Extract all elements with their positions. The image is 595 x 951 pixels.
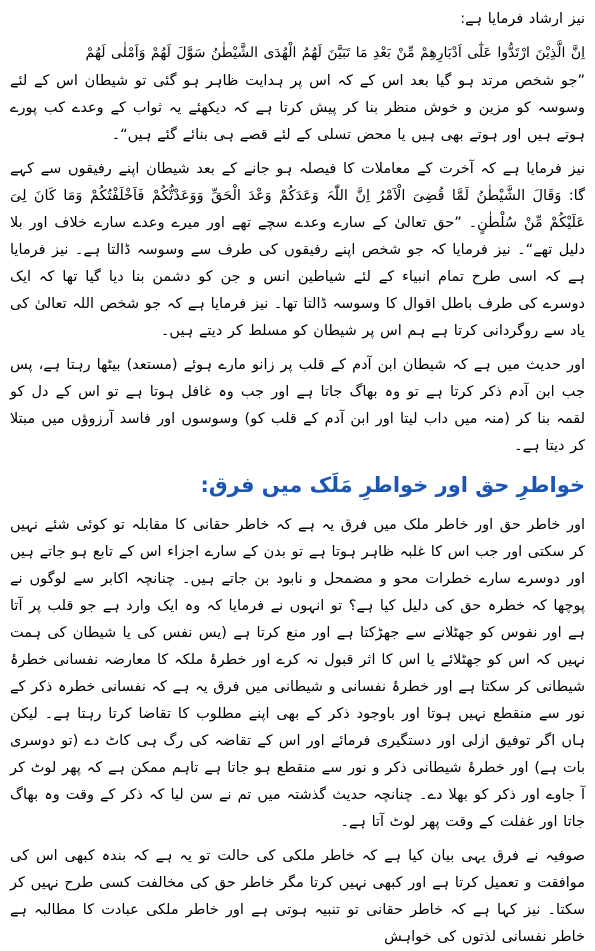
paragraph-1: ”جو شخص مرتد ہو گیا بعد اس کے کہ اس پر ہدایت ظاہر ہو گئی تو شیطان اس کے لئے وسوسہ کو مزین و خوش منظر بنا کر پیش کرتا ہے کہ دیکھئے یہ ثواب کے وعدے کب پورے ہوتے ہیں اور ہوتے بھی ہیں یا محض تسلی کے لئے قصے ہی بنائے گئے ہیں“۔ — [10, 73, 585, 143]
section-heading — [10, 470, 585, 500]
paragraph-4: اور خاطر حق اور خاطر ملک میں فرق یہ ہے کہ خاطر حقانی کا مقابلہ تو کوئی شئے نہیں کر سکتی اور جب اس کا غلبہ ظاہر ہوتا ہے تو بدن کے سارے اجزاء اس کے تابع ہو جاتے ہیں اور دوسرے سارے خطرات محو و مضمحل و نابود بن جاتے ہیں۔ چنانچہ اکابر سے لوگوں نے پوچھا کہ خطرہ حق کی دلیل کیا ہے؟ تو انہوں نے فرمایا کہ وہ ایک وارد ہے جو قلب پر آتا ہے اور نفوس کو جھٹلانے سے جھڑکتا ہے اور منع کرتا ہے (یس نفس کی یا شیطان کی ہمت نہیں کہ اس کو جھٹلائے یا اس کا اثر قبول نہ کرے اور خطرۂ ملکہ کا معارضہ نفسانی خطرۂ شیطانی کر سکتا ہے اور خطرۂ نفسانی و شیطانی میں فرق یہ ہے کہ نفسانی خطرہ ذکر کے نور سے منقطع نہیں ہوتا اور باوجود ذکر کے بھی اپنے مطلوب کا تقاضا کرتا رہتا ہے۔ لیکن ہاں اگر توفیق ازلی اور دستگیری فرمائے اور اس کے تقاضہ کی رگ ہی کاٹ دے (تو دوسری بات ہے) اور خطرۂ شیطانی ذکر و نور سے منقطع ہو جاتا ہے تاہم ممکن ہے کہ پھر لوٹ کر آ جاوے اور ذکر کو بھلا دے۔ چنانچہ حدیث گذشتہ میں تم نے سن لیا کہ ذکر کے وقت وہ بھاگ جاتا اور غفلت کے وقت پھر لوٹ آتا ہے۔ — [10, 517, 585, 830]
paragraph-5: صوفیہ نے فرق یہی بیان کیا ہے کہ خاطر ملکی کی حالت تو یہ ہے کہ بندہ کبھی اس کی موافقت و تعمیل کرتا ہے اور کبھی نہیں کرتا مگر خاطر حق کی مخالفت کسی طرح نہیں کر سکتا۔ نیز کہا ہے کہ خاطر حقانی تو تنبیہ ہوتی ہے اور خاطر ملکی عبادت کا مطالبہ ہے خاطر نفسانی لذتوں کی خواہش — [10, 848, 585, 945]
arabic-verse: اِنَّ الَّذِیْنَ ارْتَدُّوا عَلٰٓی اَدْبَارِھِمْ مِّنْ بَعْدِ مَا تَبَیَّنَ لَھُمُ الْھُدَی الشَّیْطٰنُ سَوَّلَ لَھُمْ وَاَمْلٰی لَھُمْ — [85, 45, 585, 61]
section-heading-text: خواطرِ حق اور خواطرِ مَلَک میں فرق — [208, 473, 585, 497]
section-heading-colon: : — [200, 473, 209, 497]
paragraph-2: نیز فرمایا ہے کہ آخرت کے معاملات کا فیصلہ ہو جانے کے بعد شیطان اپنے رفیقوں سے کہے گا: وَقَالَ الشَّیْطٰنُ لَمَّا قُضِیَ الْاَمْرُ اِنَّ اللّٰہَ وَعَدَکُمْ وَعْدَ الْحَقِّ وَوَعَدْتُّکُمْ فَاَخْلَفْتُکُمْ وَمَا کَانَ لِیَ عَلَیْکُمْ مِّنْ سُلْطٰنٍ۔ ”حق تعالیٰ کے سارے وعدے سچے تھے اور میرے وعدے سارے خلاف اور بلا دلیل تھے“۔ نیز فرمایا کہ جو شخص اپنے رفیقوں کی طرف سے وسوسہ ڈالتا ہے۔ نیز فرمایا ہے کہ اسی طرح تمام انبیاء کے لئے شیاطین انس و جن کو دشمن بنا دیا گیا تھا کہ ایک دوسرے کی طرف باطل اقوال کا وسوسہ ڈالتا تھا۔ نیز فرمایا ہے کہ جو شخص اللہ تعالیٰ کی یاد سے روگردانی کرتا ہے ہم اس پر شیطان کو مسلط کر دیتے ہیں۔ — [10, 161, 585, 339]
paragraph-3: اور حدیث میں ہے کہ شیطان ابن آدم کے قلب پر زانو مارے ہوئے (مستعد) بیٹھا رہتا ہے، پس جب ابن آدم ذکر کرتا ہے تو وہ بھاگ جاتا ہے اور جب وہ غافل ہوتا ہے تو اس کے دل کو لقمہ بنا کر (منہ میں داب لیتا اور ابن آدم کے قلب کو) وسوسوں اور فاسد آرزوؤں میں مبتلا کر دیتا ہے۔ — [10, 357, 585, 454]
intro-line: نیز ارشاد فرمایا ہے: — [460, 11, 585, 27]
